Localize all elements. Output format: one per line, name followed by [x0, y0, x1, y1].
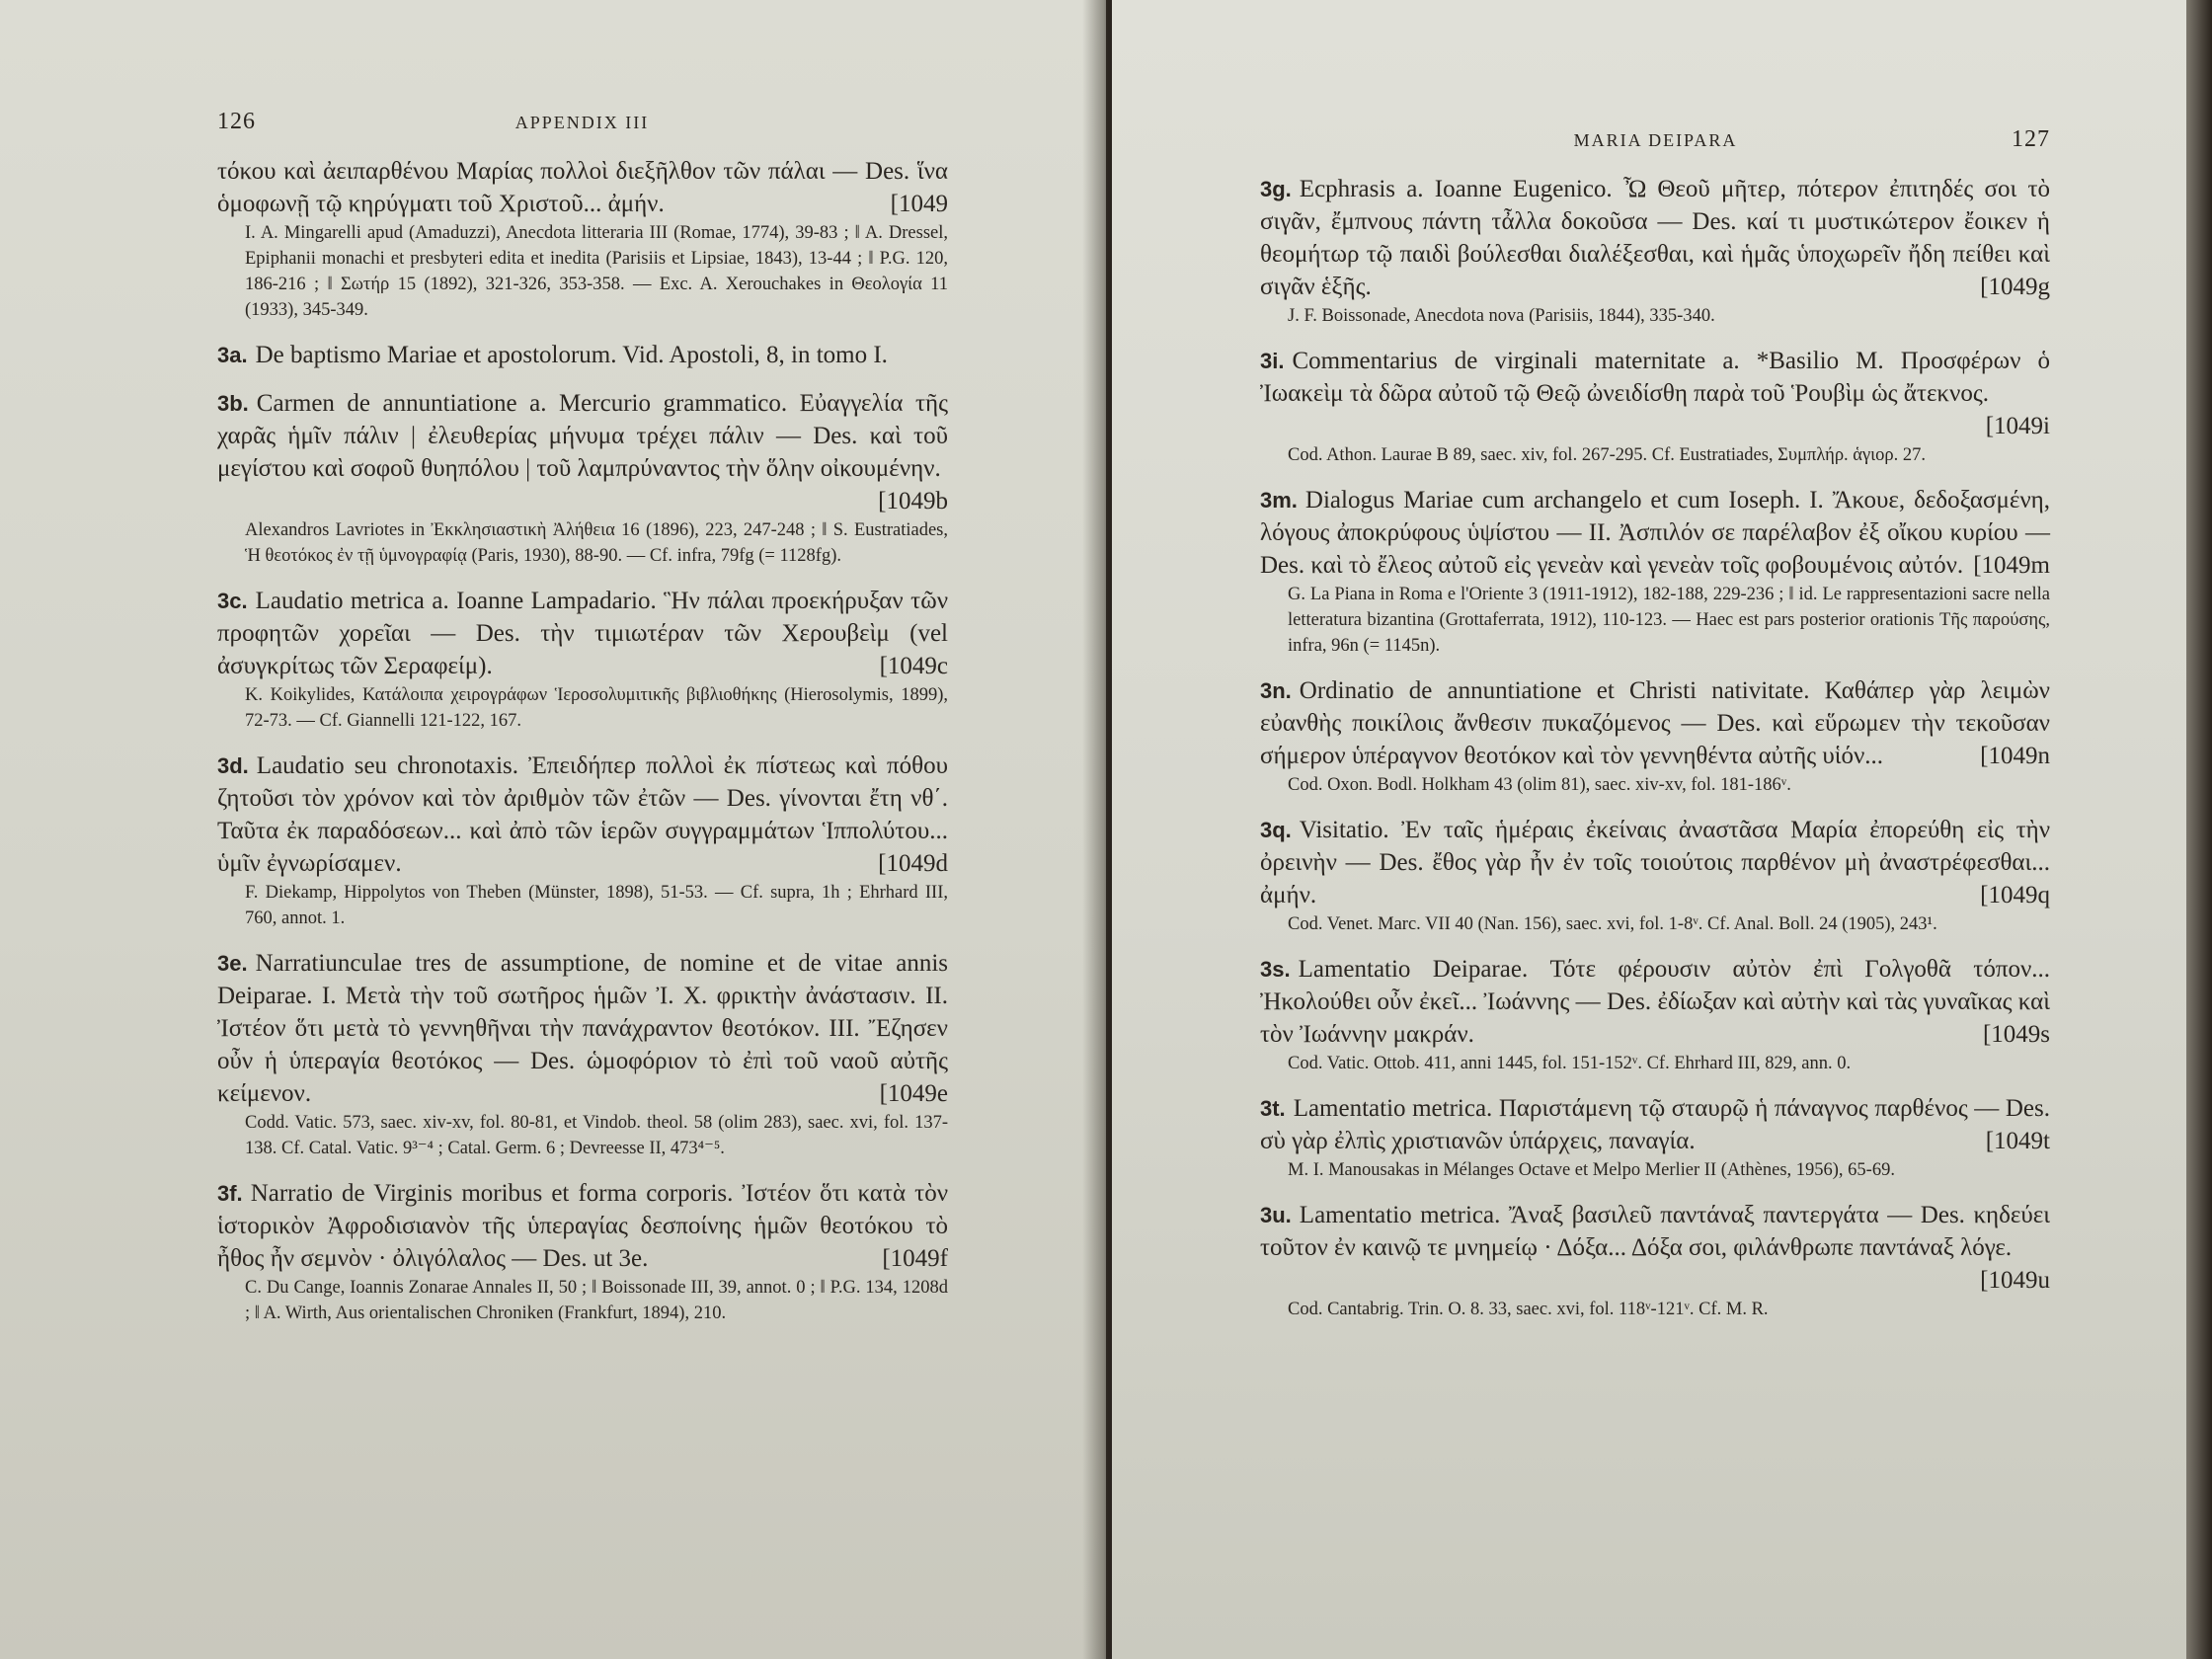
entry-code: 3f. — [217, 1181, 243, 1206]
entry-number: [1049u — [1980, 1267, 2050, 1294]
entry-number: [1049c — [879, 653, 948, 679]
entry-number: [1049n — [1980, 743, 2050, 769]
entry-reference: I. A. Mingarelli apud (Amaduzzi), Anecdota litteraria III (Romae, 1774), 39-83 ; ‖ A. Dressel, Epiphanii monachi et presbyteri edita et inedita (Parisiis et Lipsiae, 1843), 13-44 ; ‖ P.G. 120, 186-216 ; ‖ Σωτήρ 15 (1892), 321-326, 353-358. — Exc. A. Xerouchakes in Θεολογία 11 (1933), 345-349. — [245, 223, 948, 320]
catalog-entry — [217, 339, 948, 371]
right-running-head — [1260, 126, 2050, 153]
entry-text: Carmen de annuntiatione a. Mercurio grammatico. Εὐαγγελία τῆς χαρᾶς ἡμῖν πάλιν | ἐλευθερίας μήνυμα τρέχει πάλιν — Des. καὶ τοῦ μεγίστου καὶ σοφοῦ θυηπόλου | τοῦ λαμπρύναντος τὴν ὅλην οἰκουμένην. — [217, 390, 948, 482]
left-page-number: 126 — [217, 109, 256, 134]
entry-text-block — [1260, 814, 2050, 911]
entry-text: Visitatio. Ἐν ταῖς ἡμέραις ἐκείναις ἀναστᾶσα Μαρία ἐπορεύθη εἰς τὴν ὀρεινὴν — Des. ἔθος γὰρ ἦν ἐν τοῖς τοιούτοις παρθένον μὴ ἀναστρέφεσθαι... ἀμήν. — [1260, 817, 2050, 908]
entry-text: τόκου καὶ ἀειπαρθένου Μαρίας πολλοὶ διεξῆλθον τῶν πάλαι — Des. ἵνα ὁμοφωνῇ τῷ κηρύγματι τοῦ Χριστοῦ... ἀμήν. — [217, 158, 948, 217]
entry-text: Lamentatio metrica. Ἄναξ βασιλεῦ παντάναξ παντεργάτα — Des. κηδεύει τοῦτον ἐν καινῷ τε μνημείῳ · Δόξα... Δόξα σοι, φιλάνθρωπε παντάναξ λόγε. — [1260, 1202, 2050, 1261]
entry-text-block — [217, 1177, 948, 1275]
left-entries — [217, 155, 948, 1326]
entry-text-block — [1260, 674, 2050, 772]
catalog-entry — [1260, 674, 2050, 798]
entry-reference: Cod. Athon. Laurae B 89, saec. xiv, fol. 267-295. Cf. Eustratiades, Συμπλήρ. ἁγιορ. 27. — [1288, 445, 1927, 465]
entry-text: Laudatio metrica a. Ioanne Lampadario. Ἣν πάλαι προεκήρυξαν τῶν προφητῶν χορεῖαι — Des. τὴν τιμιωτέραν τῶν Χερουβεὶμ (vel ἀσυγκρίτως τῶν Σεραφείμ). — [217, 588, 948, 679]
catalog-entry — [217, 585, 948, 734]
entry-text: Dialogus Mariae cum archangelo et cum Ioseph. I. Ἄκουε, δεδοξασμένη, λόγους ἀποκρύφους ὑψίστου — II. Ἀσπιλόν σε παρέλαβον ἐξ οἴκου κυρίου — Des. καὶ τὸ ἔλεος αὐτοῦ εἰς γενεὰν καὶ γενεὰν τοῖς φοβουμένοις αὐτόν. — [1260, 487, 2050, 579]
entry-text-block — [1260, 173, 2050, 303]
entry-text: Commentarius de virginali maternitate a. *Basilio M. Προσφέρων ὁ Ἰωακεὶμ τὰ δῶρα αὐτοῦ τῷ Θεῷ ὠνειδίσθη παρὰ τοῦ Ῥουβὶμ ὡς ἄτεκνος. — [1260, 348, 2050, 407]
entry-text-block — [217, 947, 948, 1110]
page-edge-shadow — [2186, 0, 2212, 1659]
catalog-entry — [1260, 953, 2050, 1076]
entry-text-block — [1260, 1092, 2050, 1157]
entry-number: [1049m — [1973, 552, 2050, 579]
entry-reference: M. I. Manousakas in Mélanges Octave et Melpo Merlier II (Athènes, 1956), 65-69. — [1288, 1160, 1895, 1180]
entry-reference: C. Du Cange, Ioannis Zonarae Annales II, 50 ; ‖ Boissonade III, 39, annot. 0 ; ‖ P.G. 134, 1208d ; ‖ A. Wirth, Aus orientalischen Chroniken (Frankfurt, 1894), 210. — [245, 1278, 948, 1323]
entry-code: 3m. — [1260, 488, 1298, 513]
entry-reference: G. La Piana in Roma e l'Oriente 3 (1911-1912), 182-188, 229-236 ; ‖ id. Le rappresentazioni sacre nella letteratura bizantina (Grottaferrata, 1912), 110-123. — Haec est pars posterior orationis Τῆς παρούσης, infra, 96n (= 1145n). — [1288, 585, 2050, 656]
entry-code: 3g. — [1260, 177, 1292, 201]
entry-text-block — [217, 387, 948, 514]
entry-code: 3u. — [1260, 1203, 1292, 1227]
entry-text-block — [217, 585, 948, 682]
entry-text-block — [1260, 953, 2050, 1051]
entry-code: 3b. — [217, 391, 249, 416]
entry-text-block — [217, 750, 948, 880]
right-running-title: MARIA DEIPARA — [1573, 130, 1738, 150]
catalog-entry — [1260, 484, 2050, 659]
entry-reference: Alexandros Lavriotes in Ἐκκλησιαστικὴ Ἀλήθεια 16 (1896), 223, 247-248 ; ‖ S. Eustratiades, Ἡ θεοτόκος ἐν τῇ ὑμνογραφίᾳ (Paris, 1930), 88-90. — Cf. infra, 79fg (= 1128fg). — [245, 520, 948, 566]
entry-number: [1049s — [1982, 1021, 2050, 1048]
entry-reference: F. Diekamp, Hippolytos von Theben (Münster, 1898), 51-53. — Cf. supra, 1h ; Ehrhard III, 760, annot. 1. — [245, 883, 948, 928]
entry-text-block — [217, 339, 948, 371]
entry-code: 3c. — [217, 589, 248, 613]
left-running-title: APPENDIX III — [514, 113, 650, 132]
entry-code: 3s. — [1260, 957, 1291, 982]
catalog-entry — [217, 947, 948, 1161]
entry-number: [1049t — [1985, 1128, 2050, 1154]
entry-reference: Codd. Vatic. 573, saec. xiv-xv, fol. 80-81, et Vindob. theol. 58 (olim 283), saec. xvi, fol. 137-138. Cf. Catal. Vatic. 9³⁻⁴ ; Catal. Germ. 6 ; Devreesse II, 473⁴⁻⁵. — [245, 1113, 948, 1158]
entry-code: 3q. — [1260, 818, 1292, 842]
entry-text: Laudatio seu chronotaxis. Ἐπειδήπερ πολλοὶ ἐκ πίστεως καὶ πόθου ζητοῦσι τὸν χρόνον καὶ τὸν ἀριθμὸν τῶν ἐτῶν — Des. γίνονται ἔτη νθ΄. Ταῦτα ἐκ παραδόσεων... καὶ ἀπὸ τῶν ἱερῶν συγγραμμάτων Ἱππολύτου... ὑμῖν ἐγνωρίσαμεν. — [217, 752, 948, 877]
entry-number: [1049q — [1980, 882, 2050, 908]
entry-text-block — [1260, 484, 2050, 582]
left-running-head — [217, 109, 948, 135]
entry-text: Lamentatio Deiparae. Τότε φέρουσιν αὐτὸν ἐπὶ Γολγοθᾶ τόπον... Ἠκολούθει οὖν ἐκεῖ... Ἰωάννης — Des. ἐδίωξαν καὶ αὐτὴν καὶ τὰς γυναῖκας καὶ τὸν Ἰωάννην μακράν. — [1260, 956, 2050, 1048]
entry-reference: Cod. Oxon. Bodl. Holkham 43 (olim 81), saec. xiv-xv, fol. 181-186ᵛ. — [1288, 775, 1791, 795]
entry-text-block — [1260, 345, 2050, 439]
entry-number: [1049f — [882, 1245, 948, 1272]
catalog-entry — [1260, 1199, 2050, 1322]
catalog-entry — [1260, 1092, 2050, 1183]
catalog-entry — [217, 387, 948, 569]
right-entries — [1260, 173, 2050, 1322]
catalog-entry — [1260, 814, 2050, 937]
entry-number: [1049e — [879, 1080, 948, 1107]
entry-text: De baptismo Mariae et apostolorum. Vid. Apostoli, 8, in tomo I. — [255, 342, 888, 368]
entry-number: [1049i — [1985, 413, 2050, 439]
entry-text-block — [217, 155, 948, 220]
entry-code: 3d. — [217, 753, 249, 778]
catalog-entry — [1260, 345, 2050, 468]
entry-code: 3t. — [1260, 1096, 1286, 1121]
catalog-entry — [217, 155, 948, 323]
entry-text: Lamentatio metrica. Παριστάμενη τῷ σταυρῷ ἡ πάναγνος παρθένος — Des. σὺ γὰρ ἐλπὶς χριστιανῶν ὑπάρχεις, παναγία. — [1260, 1095, 2050, 1154]
entry-text: Narratiunculae tres de assumptione, de nomine et de vitae annis Deiparae. I. Μετὰ τὴν τοῦ σωτῆρος ἡμῶν Ἰ. Χ. φρικτὴν ἀνάστασιν. II. Ἰστέον ὅτι μετὰ τὸ γεννηθῆναι τὴν πανάχραντον θεοτόκον. III. Ἔζησεν οὖν ἡ ὑπεραγία θεοτόκος — Des. ὡμοφόριον τὸ ἐπὶ τοῦ ναοῦ αὐτῆς κείμενον. — [217, 950, 948, 1107]
entry-reference: Cod. Vatic. Ottob. 411, anni 1445, fol. 151-152ᵛ. Cf. Ehrhard III, 829, ann. 0. — [1288, 1054, 1852, 1073]
entry-number: [1049d — [878, 850, 948, 877]
entry-number: [1049 — [890, 191, 948, 217]
entry-code: 3n. — [1260, 678, 1292, 703]
entry-code: 3a. — [217, 343, 248, 367]
right-page — [1112, 0, 2188, 1659]
catalog-entry — [217, 750, 948, 931]
entry-reference: J. F. Boissonade, Anecdota nova (Parisiis, 1844), 335-340. — [1288, 306, 1715, 326]
entry-reference: Cod. Venet. Marc. VII 40 (Nan. 156), saec. xvi, fol. 1-8ᵛ. Cf. Anal. Boll. 24 (1905), 243¹. — [1288, 914, 1937, 934]
entry-text: Narratio de Virginis moribus et forma corporis. Ἰστέον ὅτι κατὰ τὸν ἱστορικὸν Ἀφροδισιανὸν τῆς ὑπεραγίας δεσποίνης ἡμῶν θεοτόκου τὸ ἦθος ἦν σεμνὸν · ὀλιγόλαλος — Des. ut 3e. — [217, 1180, 948, 1272]
entry-number: [1049g — [1980, 274, 2050, 300]
entry-text: Ecphrasis a. Ioanne Eugenico. Ὦ Θεοῦ μῆτερ, πότερον ἐπιτηδές σοι τὸ σιγᾶν, ἔμπνους πάντη τἆλλα δοκοῦσα — Des. καί τι μυστικώτερον ἔοικεν ἡ θεομήτωρ τῷ παιδὶ βούλεσθαι διαλέξεσθαι, καὶ ἡμᾶς ὑποχωρεῖν ἤδη πείθει καὶ σιγᾶν ἑξῆς. — [1260, 176, 2050, 300]
entry-reference: Cod. Cantabrig. Trin. O. 8. 33, saec. xvi, fol. 118ᵛ-121ᵛ. Cf. M. R. — [1288, 1300, 1769, 1319]
entry-code: 3e. — [217, 951, 248, 976]
catalog-entry — [1260, 173, 2050, 329]
entry-reference: K. Koikylides, Κατάλοιπα χειρογράφων Ἱεροσολυμιτικῆς βιβλιοθήκης (Hierosolymis, 1899), 72-73. — Cf. Giannelli 121-122, 167. — [245, 685, 948, 731]
catalog-entry — [217, 1177, 948, 1326]
entry-number: [1049b — [878, 488, 948, 514]
right-page-number: 127 — [2012, 126, 2050, 152]
entry-text: Ordinatio de annuntiatione et Christi nativitate. Καθάπερ γὰρ λειμὼν εὐανθὴς ποικίλοις ἄνθεσιν πυκαζόμενος — Des. καὶ εὕρωμεν τὴν τεκοῦσαν σήμερον ὑπέραγνον θεοτόκον καὶ τὸν γεννηθέντα αὐτῆς υἱόν... — [1260, 677, 2050, 769]
entry-code: 3i. — [1260, 349, 1285, 373]
entry-text-block — [1260, 1199, 2050, 1294]
